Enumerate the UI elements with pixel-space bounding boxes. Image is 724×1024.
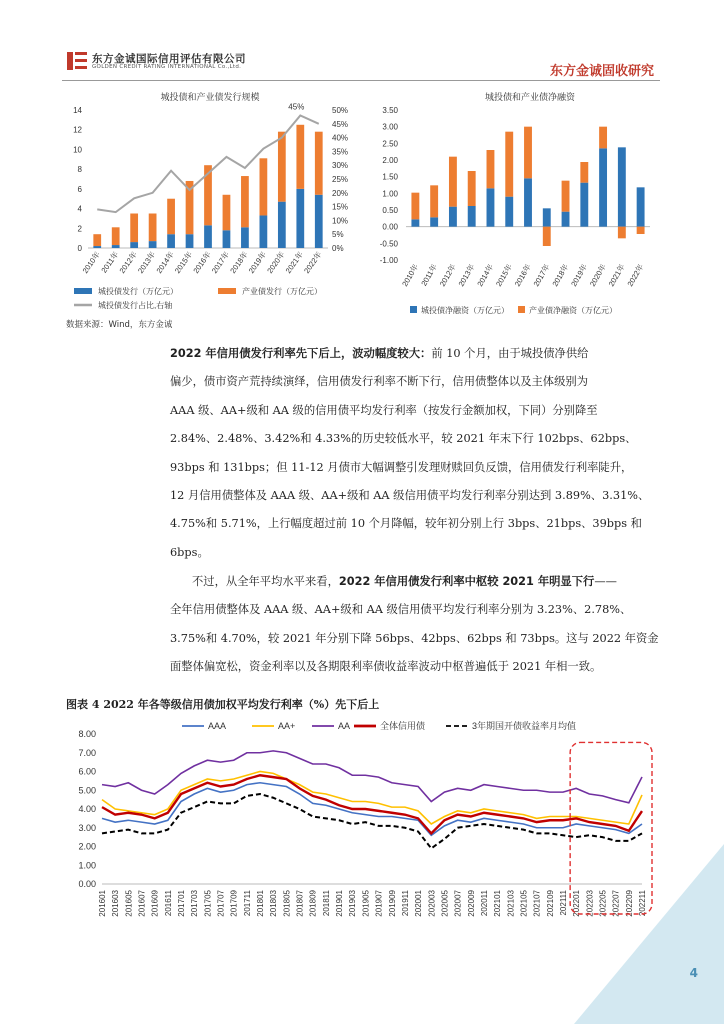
x-tick-label: 201907 (374, 890, 384, 917)
x-tick-label: 2019年 (569, 262, 590, 288)
legend-swatch (218, 288, 236, 294)
bar-chengtou-net (411, 219, 419, 226)
bar-industrial-net (524, 127, 532, 179)
x-tick-label: 201705 (203, 890, 213, 917)
y2-tick-label: 15% (332, 202, 349, 212)
brand-name-cn: 东方金诚国际信用评估有限公司 (92, 53, 246, 65)
text-run: 面整体偏宽松，资金利率以及各期限利率债收益率波动中枢普遍低于 2021 年相一致。 (170, 660, 602, 674)
text-line (170, 340, 660, 368)
bar-chengtou-net (430, 217, 438, 226)
x-tick-label: 2010年 (80, 249, 102, 275)
bar-industrial-net (430, 185, 438, 217)
y-tick-label: 5.00 (78, 785, 96, 796)
y2-tick-label: 45% (332, 119, 349, 129)
y-tick-label: 8.00 (78, 729, 96, 739)
x-tick-label: 2011年 (99, 249, 121, 275)
y-tick-label: 6.00 (78, 766, 96, 777)
x-tick-label: 201911 (400, 890, 410, 917)
x-tick-label: 2015年 (172, 249, 195, 275)
bar-industrial (223, 195, 231, 230)
bar-chengtou-net (449, 207, 457, 227)
y-tick-label: 14 (73, 106, 82, 115)
legend-label: 产业债发行（万亿元） (242, 287, 322, 296)
bar-chengtou-net (468, 206, 476, 227)
y-tick-label: 10 (73, 145, 82, 155)
x-tick-label: 201701 (177, 890, 187, 917)
x-tick-label: 202003 (427, 890, 437, 917)
bar-industrial-net (543, 227, 551, 246)
bar-industrial (260, 158, 268, 215)
legend-swatch (410, 306, 417, 313)
y-tick-label: 0.00 (382, 222, 398, 232)
bar-chengtou (204, 225, 212, 248)
legend-swatch (74, 288, 92, 294)
x-tick-label: 2020年 (265, 249, 287, 275)
bar-chengtou (149, 241, 157, 248)
y2-tick-label: 25% (332, 175, 349, 184)
text-line (170, 454, 660, 482)
x-tick-label: 202207 (611, 890, 621, 917)
x-tick-label: 2017年 (209, 249, 232, 275)
bar-chengtou-net (505, 197, 513, 227)
bar-chengtou (241, 227, 249, 248)
bar-chengtou-net (618, 147, 626, 226)
bar-industrial-net (599, 127, 607, 149)
issuance-scale-chart (60, 88, 360, 320)
x-tick-label: 2011年 (419, 262, 439, 288)
text-run: 3.75%和 4.70%，较 2021 年分别下降 56bps、42bps、62bps 和 73bps。这与 2022 年资金 (170, 631, 659, 645)
bar-industrial (241, 176, 249, 227)
y-tick-label: 1.00 (78, 860, 96, 871)
y-tick-label: 7.00 (78, 747, 96, 758)
x-tick-label: 202101 (493, 890, 503, 917)
x-tick-label: 201703 (190, 890, 200, 917)
text-line (170, 568, 658, 596)
bar-chengtou-net (524, 178, 532, 226)
text-run: 6bps。 (170, 545, 209, 559)
share-annotation: 45% (288, 102, 305, 112)
bar-chengtou (296, 189, 304, 248)
bar-industrial-net (580, 162, 588, 183)
bar-industrial (167, 199, 175, 234)
x-tick-label: 202201 (572, 890, 582, 917)
x-tick-label: 201709 (229, 890, 239, 917)
x-tick-label: 2015年 (494, 262, 514, 288)
page-number: 4 (689, 966, 698, 980)
x-tick-label: 2010年 (400, 262, 421, 288)
text-line (170, 625, 658, 653)
legend-label: AA (338, 721, 351, 731)
x-tick-label: 202209 (624, 890, 634, 917)
bar-chengtou-net (487, 188, 495, 226)
legend-label: AAA (208, 721, 227, 731)
x-tick-label: 202107 (532, 890, 542, 917)
rate-by-grade-chart (62, 714, 662, 946)
text-line (170, 397, 660, 425)
y2-tick-label: 0% (332, 244, 344, 253)
x-tick-label: 202111 (558, 890, 568, 916)
legend-label: 3年期国开债收益率月均值 (472, 721, 577, 731)
bar-chengtou (315, 195, 323, 248)
y-tick-label: 8 (77, 165, 82, 175)
x-tick-label: 201607 (137, 890, 147, 917)
x-tick-label: 201609 (150, 890, 160, 917)
text-run: AAA 级、AA+级和 AA 级的信用债平均发行利率（按发行金额加权，下同）分别降至 (170, 403, 598, 417)
x-tick-label: 202001 (414, 890, 424, 917)
text-run: 2.84%、2.48%、3.42%和 4.33%的历史较低水平，较 2021 年末下行 102bps、62bps、 (170, 432, 637, 446)
text-line (170, 425, 660, 453)
bar-chengtou-net (562, 212, 570, 227)
x-tick-label: 2018年 (550, 262, 571, 288)
x-tick-label: 201807 (295, 890, 305, 917)
bar-industrial (130, 214, 138, 243)
bar-chengtou-net (580, 183, 588, 227)
bar-industrial (278, 132, 286, 202)
bar-industrial (112, 227, 120, 245)
y-tick-label: 6 (77, 184, 82, 194)
text-line (170, 653, 658, 681)
x-tick-label: 202211 (638, 890, 647, 917)
paragraph-annual-average (170, 568, 658, 682)
y-tick-label: 1.00 (382, 189, 398, 199)
x-tick-label: 2021年 (606, 262, 627, 288)
x-tick-label: 2022年 (625, 262, 646, 288)
x-tick-label: 202205 (598, 890, 608, 917)
legend-label: 全体信用债 (380, 721, 426, 731)
x-tick-label: 201605 (124, 890, 134, 917)
bar-industrial-net (411, 193, 419, 220)
x-tick-label: 202203 (585, 890, 595, 917)
x-tick-label: 201801 (256, 890, 266, 917)
x-tick-label: 2014年 (154, 249, 176, 275)
bar-industrial (93, 234, 101, 246)
net-financing-chart (370, 88, 660, 320)
y2-tick-label: 5% (332, 230, 344, 240)
chart-title: 城投债和产业债净融资 (484, 92, 576, 102)
y-tick-label: 4.00 (78, 804, 96, 814)
x-tick-label: 201707 (216, 890, 226, 917)
bar-industrial (315, 132, 323, 195)
x-tick-label: 202007 (453, 890, 463, 917)
corner-decoration (574, 844, 724, 1024)
text-line (170, 596, 658, 624)
x-tick-label: 2020年 (587, 262, 608, 288)
bar-industrial-net (637, 227, 645, 234)
text-run: 不过，从全年平均水平来看， (192, 575, 339, 588)
bar-chengtou-net (543, 208, 551, 226)
x-tick-label: 201803 (269, 890, 279, 917)
x-tick-label: 2012年 (437, 262, 458, 288)
y2-tick-label: 50% (332, 106, 349, 115)
x-tick-label: 2016年 (191, 249, 213, 275)
y-tick-label: -0.50 (379, 239, 398, 249)
data-source-note: 数据来源：Wind，东方金诚 (66, 320, 173, 330)
legend-label: 城投债净融资（万亿元） (421, 306, 509, 315)
text-run: 偏少，债市资产荒持续演绎，信用债发行利率不断下行，信用债整体以及主体级别为 (170, 375, 588, 389)
x-tick-label: 202105 (519, 890, 529, 917)
header-divider (62, 80, 660, 81)
text-run: 全年信用债整体及 AAA 级、AA+级和 AA 级信用债平均发行利率分别为 3.23%、2.78%、 (170, 603, 632, 617)
x-tick-label: 2019年 (246, 249, 269, 275)
x-tick-label: 202109 (545, 890, 555, 917)
bold-text-run: 2022 年信用债发行利率先下后上，波动幅度较大： (170, 347, 432, 360)
y-tick-label: 3.00 (78, 822, 96, 833)
bold-text-run: 2022 年信用债发行利率中枢较 2021 年明显下行 (338, 575, 595, 588)
x-tick-label: 2021年 (283, 249, 305, 275)
bar-industrial-net (618, 227, 626, 239)
y-tick-label: 3.50 (382, 106, 398, 115)
chart-title: 城投债和产业债发行规模 (160, 92, 260, 102)
y2-tick-label: 40% (332, 133, 349, 143)
legend-swatch (518, 306, 525, 313)
x-tick-label: 202103 (506, 890, 516, 917)
bar-chengtou-net (599, 148, 607, 226)
bar-chengtou (130, 242, 138, 248)
y-tick-label: 0.50 (382, 206, 398, 215)
brand-name-en: GOLDEN CREDIT RATING INTERNATIONAL Co.,Ltd. (92, 64, 242, 70)
y2-tick-label: 20% (332, 188, 349, 198)
text-line (170, 539, 660, 567)
x-tick-label: 201901 (335, 890, 345, 917)
x-tick-label: 201711 (242, 890, 252, 917)
x-tick-label: 201903 (348, 890, 358, 917)
x-tick-label: 201603 (111, 890, 121, 917)
bar-chengtou (278, 202, 286, 248)
y-tick-label: 0 (77, 244, 82, 253)
bar-chengtou (167, 234, 175, 248)
x-tick-label: 202009 (466, 890, 476, 917)
text-run: 93bps 和 131bps；但 11-12 月债市大幅调整引发理财赎回负反馈，信用债发行利率陡升， (170, 460, 633, 474)
y2-tick-label: 30% (332, 161, 349, 171)
y-tick-label: 12 (73, 125, 82, 135)
text-line (170, 482, 660, 510)
x-tick-label: 201611 (163, 890, 173, 917)
bar-chengtou-net (637, 187, 645, 226)
paragraph-issuance-rate (170, 340, 660, 567)
bar-chengtou (112, 245, 120, 248)
y-tick-label: 1.50 (382, 172, 398, 182)
x-tick-label: 202011 (479, 890, 489, 917)
bar-industrial-net (487, 150, 495, 188)
y-tick-label: 2 (77, 224, 82, 234)
y-tick-label: 2.50 (382, 139, 398, 149)
bar-chengtou (93, 246, 101, 248)
legend-label: AA+ (278, 721, 296, 731)
text-run: —— (594, 575, 617, 588)
y-tick-label: 4 (77, 204, 82, 214)
bar-chengtou (186, 234, 194, 248)
text-run: 4.75%和 5.71%，上行幅度超过前 10 个月降幅，较年初分别上行 3bps、21bps、39bps 和 (170, 517, 642, 531)
x-tick-label: 201601 (98, 890, 107, 917)
bar-industrial-net (468, 171, 476, 206)
y-tick-label: -1.00 (379, 256, 398, 265)
bar-chengtou (260, 215, 268, 248)
legend-label: 城投债发行占比,右轴 (98, 301, 173, 310)
x-tick-label: 202005 (440, 890, 450, 917)
legend-label: 城投债发行（万亿元） (98, 287, 178, 296)
x-tick-label: 2016年 (512, 262, 533, 288)
x-tick-label: 2018年 (228, 249, 250, 275)
x-tick-label: 201805 (282, 890, 292, 917)
bar-industrial-net (505, 132, 513, 197)
x-tick-label: 2013年 (136, 249, 158, 275)
text-line (170, 510, 660, 538)
x-tick-label: 201811 (321, 890, 331, 917)
x-tick-label: 201905 (361, 890, 371, 917)
text-run: 12 月信用债整体及 AAA 级、AA+级和 AA 级信用债平均发行利率分别达到 3.89%、3.31%、 (170, 489, 650, 503)
y2-tick-label: 35% (332, 147, 349, 157)
series-line (102, 751, 642, 803)
company-logo-icon (66, 51, 88, 71)
bar-industrial-net (562, 181, 570, 212)
legend-label: 产业债净融资（万亿元） (529, 306, 617, 315)
x-tick-label: 2017年 (531, 262, 552, 288)
y-tick-label: 2.00 (78, 841, 96, 852)
text-line (170, 368, 660, 396)
bar-industrial-net (449, 157, 457, 207)
section-title: 东方金诚固收研究 (549, 64, 654, 79)
x-tick-label: 2014年 (475, 262, 496, 288)
x-tick-label: 2012年 (117, 249, 139, 275)
text-run: 前 10 个月，由于城投债净供给 (431, 347, 589, 360)
x-tick-label: 201909 (387, 890, 397, 917)
bar-chengtou (223, 230, 231, 248)
figure-4-title: 图表 4 2022 年各等级信用债加权平均发行利率（%）先下后上 (66, 698, 380, 711)
x-tick-label: 201809 (308, 890, 318, 917)
y-tick-label: 0.00 (78, 879, 96, 889)
y-tick-label: 3.00 (382, 122, 398, 132)
y2-tick-label: 10% (332, 216, 349, 226)
x-tick-label: 2013年 (456, 262, 477, 288)
x-tick-label: 2022年 (302, 249, 324, 275)
bar-industrial (149, 214, 157, 242)
bar-industrial (296, 125, 304, 189)
y-tick-label: 2.00 (382, 156, 398, 165)
